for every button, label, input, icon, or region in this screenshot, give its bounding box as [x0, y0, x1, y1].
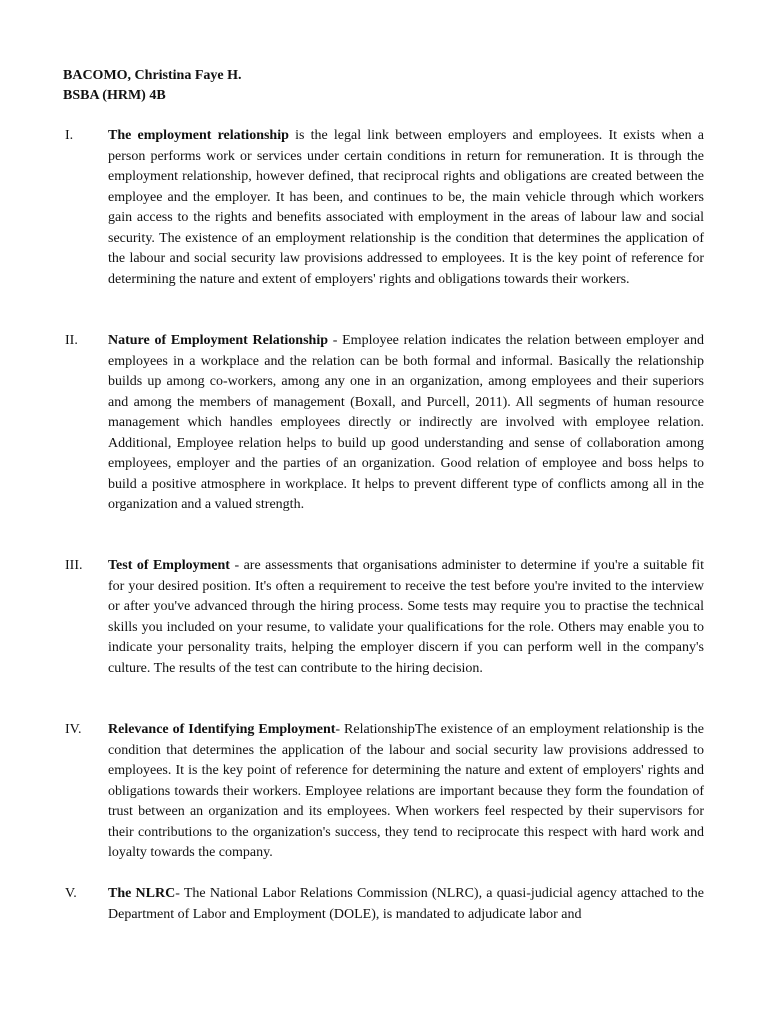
- section-body: RelationshipThe existence of an employment relationship is the condition that determines the application of the labour and social security law provisions addressed to employees. It is the key point of reference for determining the nature and extent of employers' rights and obligations towards their workers. Employee relations are important because they form the foundation of trust between an organization and its employees. When workers feel respected by their supervisors for their contributions to the organization's success, they tend to reciprocate this respect with hard work and loyalty towards the company.: [108, 722, 704, 860]
- section-title: The employment relationship: [108, 128, 289, 143]
- section-separator: -: [328, 333, 343, 348]
- section-numeral: I.: [65, 128, 74, 143]
- document-header: [63, 66, 242, 106]
- section-text: [108, 720, 704, 864]
- course-label: BSBA (HRM) 4B: [63, 88, 166, 103]
- section-numeral: II.: [65, 333, 78, 348]
- section-numeral: IV.: [65, 722, 82, 737]
- section-body: Employee relation indicates the relation between employer and employees in a workplace and the relation can be both formal and informal. Basically the relationship builds up among co-workers, among any one in an organization, among employees and their superiors and among the members of management (Boxall, and Purcell, 2011). All segments of human resource management which handles employees directly or indirectly are involved with employee relation. Additional, Employee relation helps to build up good understanding and sense of collaboration among employees, employer and the parties of an organization. Good relation of employee and boss helps to build a positive atmosphere in workplace. It helps to prevent different type of conflicts among all in the organization and a valued strength.: [108, 333, 705, 512]
- section-text: [108, 556, 704, 679]
- section-body: are assessments that organisations administer to determine if you're a suitable fit for your desired position. It's often a requirement to receive the test before you're invited to the interview or after you've advanced through the hiring process. Some tests may require you to practise the technical skills you included on your resume, to validate your qualifications for the role. Others may enable you to indicate your personality traits, helping the employer discern if you can perform well in the company's culture. The results of the test can contribute to the hiring decision.: [108, 558, 704, 676]
- section-separator: -: [335, 722, 345, 737]
- section-title: The NLRC: [108, 886, 176, 901]
- section-numeral: III.: [65, 558, 83, 573]
- section-separator: -: [175, 886, 184, 901]
- section-title: Nature of Employment Relationship: [108, 333, 329, 348]
- section-separator: -: [229, 558, 244, 573]
- section-title: Relevance of Identifying Employment: [108, 722, 336, 737]
- section-text: [108, 126, 704, 290]
- author-name: BACOMO, Christina Faye H.: [63, 68, 242, 83]
- section-numeral: V.: [65, 886, 77, 901]
- section-text: [108, 331, 704, 516]
- section-title: Test of Employment: [108, 558, 230, 573]
- section-text: [108, 884, 704, 925]
- section-body: The National Labor Relations Commission (NLRC), a quasi-judicial agency attached to the Department of Labor and Employment (DOLE), is mandated to adjudicate labor and: [108, 886, 704, 922]
- section-body: is the legal link between employers and employees. It exists when a person performs work or services under certain conditions in return for remuneration. It is through the employment relationship, however defined, that reciprocal rights and obligations are created between the employee and the employer. It has been, and continues to be, the main vehicle through which workers gain access to the rights and benefits associated with employment in the areas of labour law and social security. The existence of an employment relationship is the condition that determines the application of the labour and social security law provisions addressed to employees. It is the key point of reference for determining the nature and extent of employers' rights and obligations towards their workers.: [108, 128, 705, 287]
